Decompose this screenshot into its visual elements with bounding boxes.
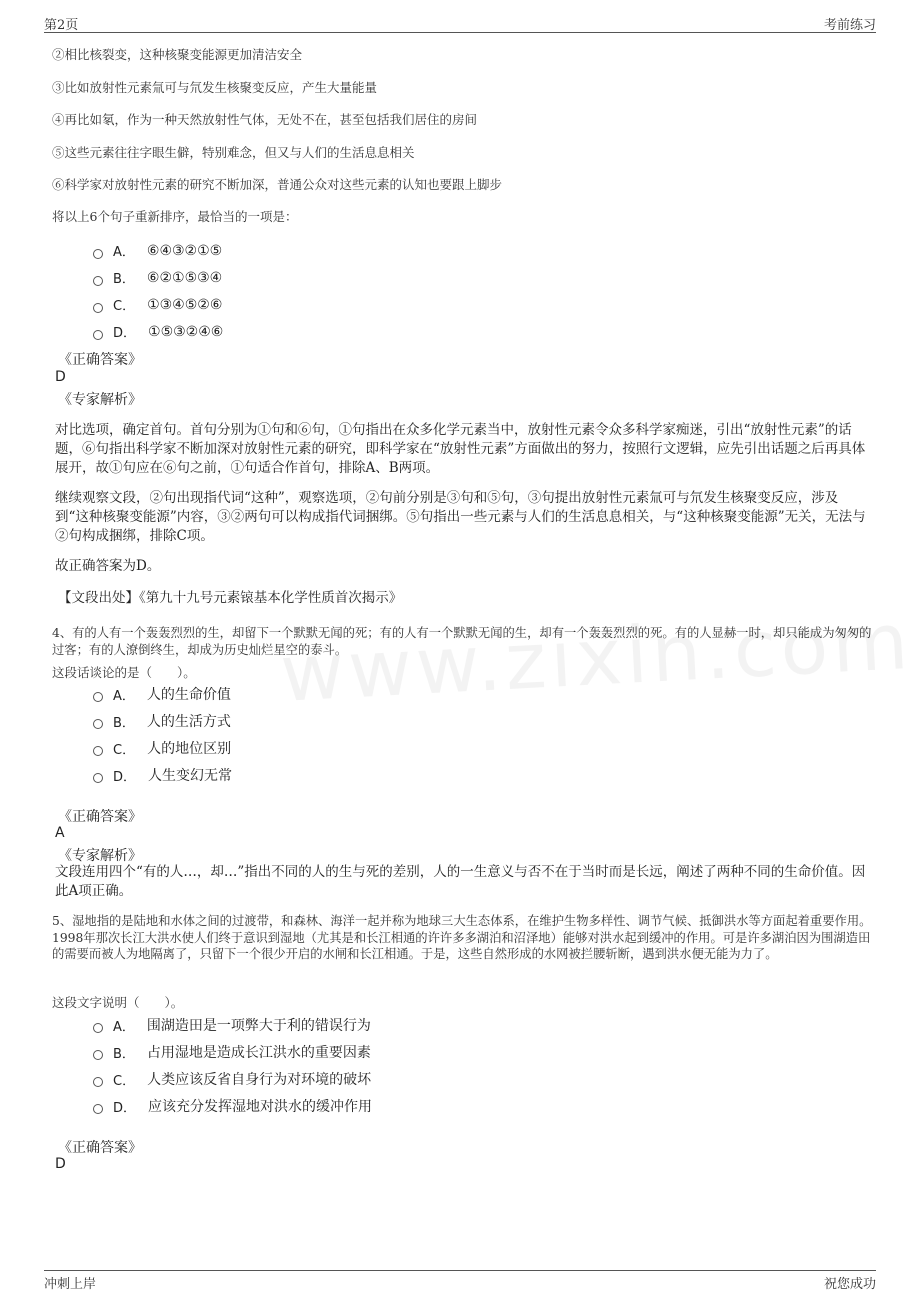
q3-prompt: 将以上6个句子重新排序，最恰当的一项是： xyxy=(52,209,298,224)
q3-option-d[interactable]: D． ①⑤③②④⑥ xyxy=(93,322,223,341)
q4-option-b[interactable]: B． 人的生活方式 xyxy=(93,711,231,731)
q5-option-a[interactable]: A． 围湖造田是一项弊大于利的错误行为 xyxy=(93,1015,371,1035)
q3-analysis-paragraph: 继续观察文段，②句出现指代词“这种”，观察选项，②句前分别是③句和⑤句，③句提出放射性元素氚可与氘发生核聚变反应，涉及到“这种核聚变能源”内容，③②两句可以构成指代词捆绑。⑤句指出一些元素与人们的生活息息相关，与“这种核聚变能源”无关，无法与②句构成捆绑，排除C项。 xyxy=(55,490,866,544)
q3-source: 【文段出处】《第九十九号元素锿基本化学性质首次揭示》 xyxy=(58,590,403,606)
header-divider xyxy=(44,32,876,33)
q5-option-b[interactable]: B． 占用湿地是造成长江洪水的重要因素 xyxy=(93,1042,371,1062)
q3-answer-label: 《正确答案》 xyxy=(58,352,142,368)
q4-prompt: 这段话谈论的是（ ）。 xyxy=(52,665,196,680)
q4-option-d[interactable]: D． 人生变幻无常 xyxy=(93,765,232,785)
q3-analysis-paragraph: 故正确答案为D。 xyxy=(55,558,161,574)
q5-option-d[interactable]: D． 应该充分发挥湿地对洪水的缓冲作用 xyxy=(93,1096,372,1116)
q5-answer: D xyxy=(55,1156,66,1172)
footer-left-text: 冲刺上岸 xyxy=(44,1277,97,1292)
header-title: 考前练习 xyxy=(823,18,876,33)
q4-analysis-label: 《专家解析》 xyxy=(58,848,142,864)
q3-analysis-label: 《专家解析》 xyxy=(58,392,142,408)
q5-stem: 5、湿地指的是陆地和水体之间的过渡带，和森林、海洋一起并称为地球三大生态体系，在维护生物多样性、调节气候、抵御洪水等方面起着重要作用。1998年那次长江大洪水使人们终于意识到湿地（尤其是和长江相通的许许多多湖泊和沼泽地）能够对洪水起到缓冲的作用。可是许多湖泊因为围湖造田的需要而被人为地隔离了，只留下一个很少开启的水闸和长江相通。于是，这些自然形成的水网被拦腰斩断，遇到洪水便无能为力了。 xyxy=(52,914,872,961)
q4-answer-label: 《正确答案》 xyxy=(58,809,142,825)
q3-answer: D xyxy=(55,369,66,385)
q5-prompt: 这段文字说明（ ）。 xyxy=(52,995,184,1010)
q3-sentence: ⑥科学家对放射性元素的研究不断加深，普通公众对这些元素的认知也要跟上脚步 xyxy=(52,177,503,192)
q4-option-c[interactable]: C． 人的地位区别 xyxy=(93,738,231,758)
footer-right-text: 祝您成功 xyxy=(823,1277,876,1292)
q3-sentence: ④再比如氡，作为一种天然放射性气体，无处不在，甚至包括我们居住的房间 xyxy=(52,112,478,127)
radio-icon[interactable] xyxy=(93,746,103,756)
q3-analysis-paragraph: 对比选项，确定首句。首句分别为①句和⑥句，①句指出在众多化学元素当中，放射性元素令众多科学家痴迷，引出“放射性元素”的话题，⑥句指出科学家不断加深对放射性元素的研究，即科学家在“放射性元素”方面做出的努力，按照行文逻辑，应先引出话题之后再具体展开，故①句应在⑥句之前，①句适合作首句，排除A、B两项。 xyxy=(55,422,866,476)
q4-answer: A xyxy=(55,825,65,841)
radio-icon[interactable] xyxy=(93,249,103,259)
q5-answer-label: 《正确答案》 xyxy=(58,1140,142,1156)
radio-icon[interactable] xyxy=(93,330,103,340)
radio-icon[interactable] xyxy=(93,1104,103,1114)
radio-icon[interactable] xyxy=(93,1050,103,1060)
radio-icon[interactable] xyxy=(93,1077,103,1087)
q4-option-a[interactable]: A． 人的生命价值 xyxy=(93,684,231,704)
radio-icon[interactable] xyxy=(93,692,103,702)
q3-sentence: ③比如放射性元素氚可与氘发生核聚变反应，产生大量能量 xyxy=(52,80,378,95)
q5-option-c[interactable]: C． 人类应该反省自身行为对环境的破坏 xyxy=(93,1069,371,1089)
radio-icon[interactable] xyxy=(93,1023,103,1033)
q3-sentence: ②相比核裂变，这种核聚变能源更加清洁安全 xyxy=(52,47,303,62)
q4-stem: 4、有的人有一个轰轰烈烈的生，却留下一个默默无闻的死；有的人有一个默默无闻的生，却有一个轰轰烈烈的死。有的人显赫一时，却只能成为匆匆的过客；有的人潦倒终生，却成为历史灿烂星空的泰斗。 xyxy=(52,626,872,657)
footer-divider xyxy=(44,1270,876,1271)
q3-option-b[interactable]: B． ⑥②①⑤③④ xyxy=(93,268,222,287)
q3-sentence: ⑤这些元素往往字眼生僻，特别难念，但又与人们的生活息息相关 xyxy=(52,145,415,160)
radio-icon[interactable] xyxy=(93,773,103,783)
radio-icon[interactable] xyxy=(93,276,103,286)
q4-analysis: 文段连用四个“有的人…，却…”指出不同的人的生与死的差别，人的一生意义与否不在于当时而是长远，阐述了两种不同的生命价值。因此A项正确。 xyxy=(55,864,866,899)
header-page-number: 第2页 xyxy=(44,18,79,33)
q3-option-a[interactable]: A． ⑥④③②①⑤ xyxy=(93,241,222,260)
q3-option-c[interactable]: C． ①③④⑤②⑥ xyxy=(93,295,222,314)
radio-icon[interactable] xyxy=(93,719,103,729)
radio-icon[interactable] xyxy=(93,303,103,313)
